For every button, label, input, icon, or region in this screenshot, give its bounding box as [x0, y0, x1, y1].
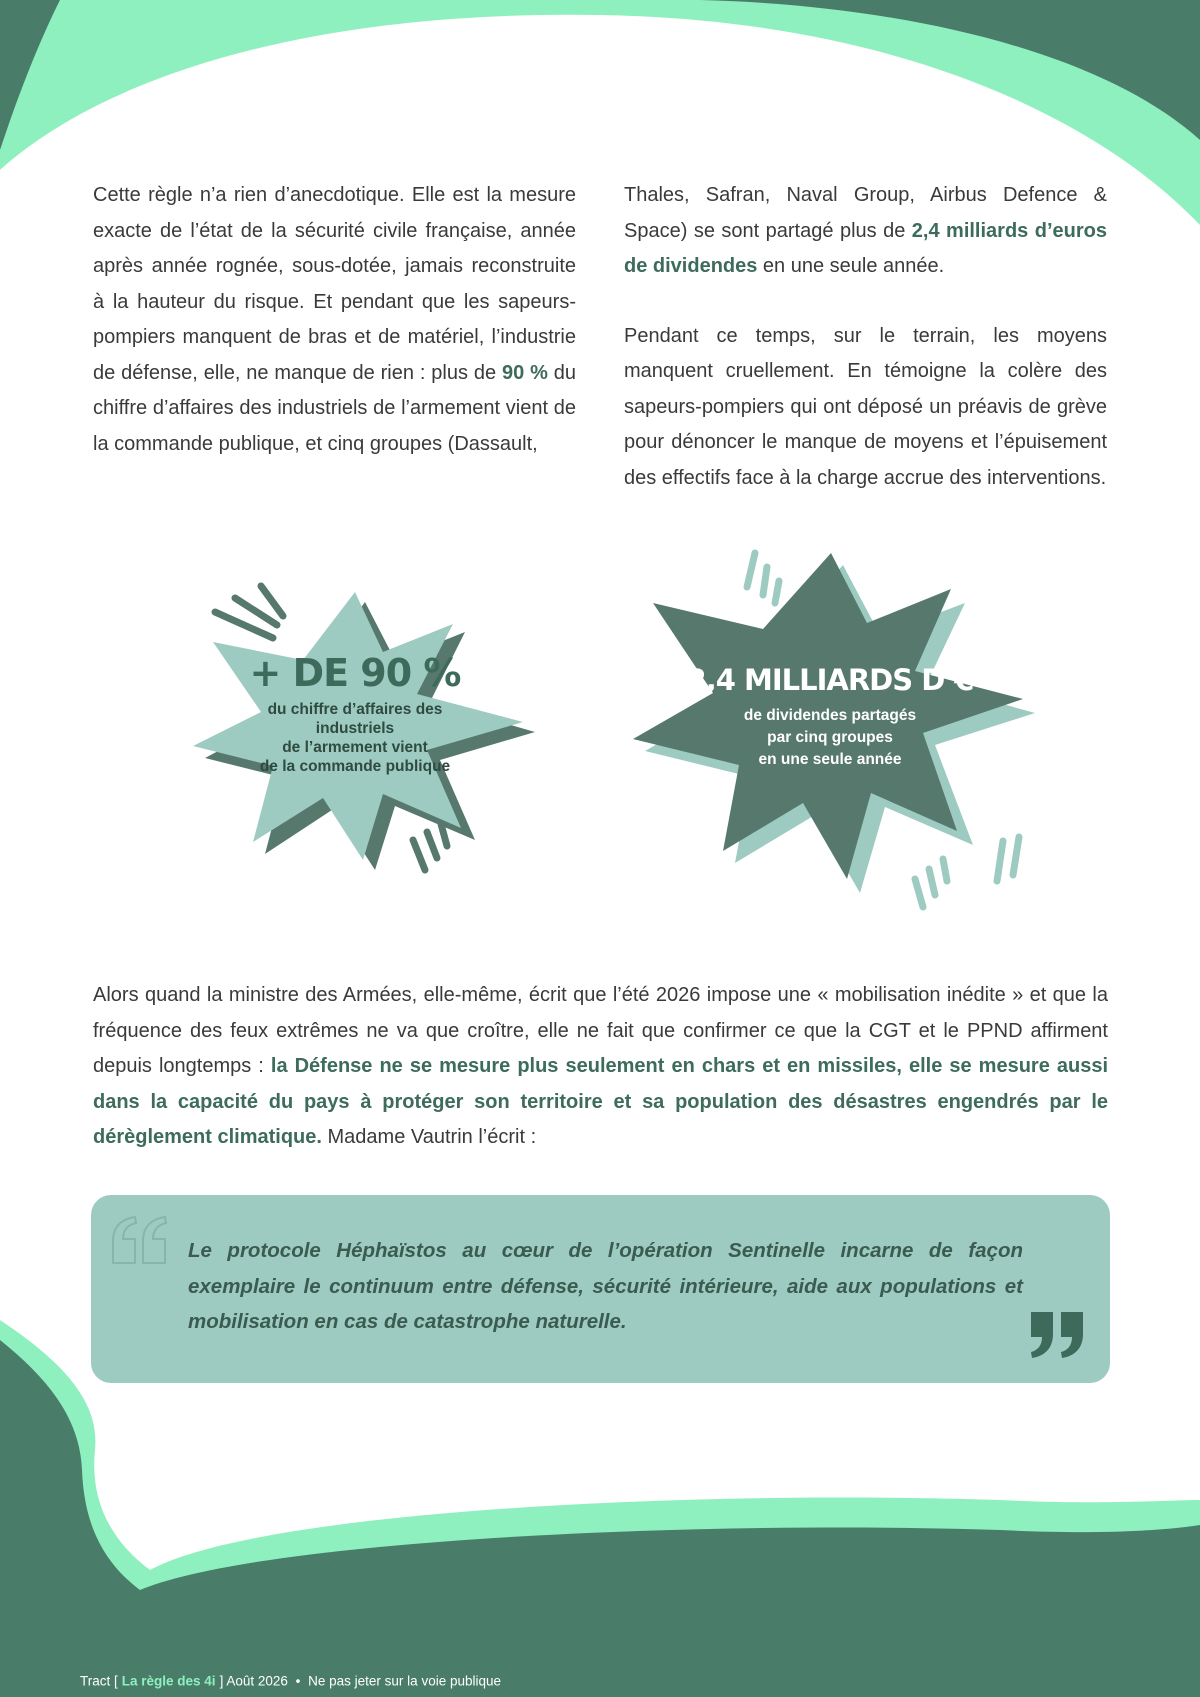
burst-right-line-1: de dividendes partagés: [743, 707, 917, 724]
right-text-column: [624, 178, 1107, 496]
burst-left-line-1: du chiffre d’affaires des: [267, 701, 443, 718]
burst-right-headline: 2,4 MILLIARDS D’€: [686, 663, 974, 697]
footer: [80, 1674, 505, 1689]
footer-notice: Ne pas jeter sur la voie publique: [308, 1673, 502, 1689]
footer-prefix: Tract [: [80, 1673, 118, 1689]
open-quote-icon: [109, 1215, 171, 1267]
burst-left-line-3: de l’armement vient: [282, 739, 428, 756]
main-paragraph: Alors quand la ministre des Armées, elle-même, écrit que l’été 2026 impose une « mobilisation inédite » et que la fréquence des feux extrêmes ne va que croître, elle ne fait que confirmer ce que la CGT et le PPND affirment depuis longtemps : la Défense ne se mesure plus seulement en chars et en missiles, elle se mesure aussi dans la capacité du pays à protéger son territoire et sa population des désastres engendrés par le dérèglement climatique. Madame Vautrin l’écrit :: [93, 984, 1108, 1148]
burst-left-line-4: de la commande publique: [259, 758, 451, 775]
footer-bullet: •: [295, 1673, 301, 1689]
highlight-90-percent: 90 %: [501, 361, 548, 384]
close-quote-icon: [1029, 1310, 1087, 1360]
left-text-column: [93, 178, 576, 462]
left-paragraph: Cette règle n’a rien d’anecdotique. Elle est la mesure exacte de l’état de la sécurité civile française, année après année rognée, sous-dotée, jamais reconstruite à la hauteur du risque. Et pendant que les sapeurs-pompiers manquent de bras et de matériel, l’industrie de défense, elle, ne manque de rien : plus de 90 % du chiffre d’affaires des industriels de l’armement vient de la commande publique, et cinq groupes (Dassault,: [93, 184, 576, 455]
footer-suffix: ] Août 2026: [219, 1673, 288, 1689]
footer-title: La règle des 4i: [121, 1673, 216, 1689]
burst-right: [605, 545, 1055, 925]
right-paragraph-2: Pendant ce temps, sur le terrain, les moyens manquent cruellement. En témoigne la colère des sapeurs-pompiers qui ont déposé un préavis de grève pour dénoncer le manque de moyens et l’épuisement des effectifs face à la charge accrue des interventions.: [624, 324, 1107, 489]
paragraph-highlight: la Défense ne se mesure plus seulement en chars et en missiles, elle se mesure aussi dans la capacité du pays à protéger son territoire et sa population des désastres engendrés par le dérèglement climatique.: [93, 1055, 1108, 1148]
quote-box: [91, 1195, 1110, 1383]
burst-left-line-2: industriels: [315, 720, 395, 737]
quote-text: Le protocole Héphaïstos au cœur de l’opération Sentinelle incarne de façon exemplaire le continuum entre défense, sécurité intérieure, aide aux populations et mobilisation en cas de catastrophe naturelle.: [188, 1239, 1023, 1333]
burst-left: [155, 570, 555, 890]
burst-right-line-3: en une seule année: [758, 751, 902, 768]
highlight-dividends: 2,4 milliards d’euros de dividendes: [624, 219, 1107, 277]
right-paragraph-1: Thales, Safran, Naval Group, Airbus Defence & Space) se sont partagé plus de 2,4 milliards d’euros de dividendes en une seule année.: [624, 184, 1107, 277]
burst-right-line-2: par cinq groupes: [767, 729, 893, 746]
burst-left-headline: + DE 90 %: [249, 651, 461, 695]
